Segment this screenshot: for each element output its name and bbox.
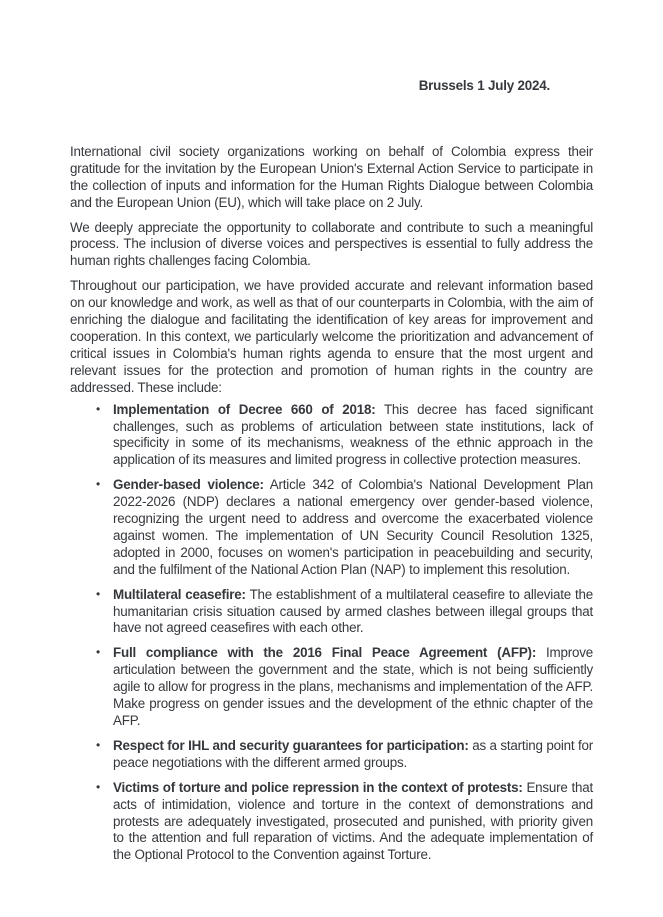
bullet-icon: • — [96, 477, 101, 492]
list-item — [70, 780, 593, 865]
bullet-text: Ensure that acts of intimidation, violence and torture in the context of demonstrations and protests are adequately investigated, prosecuted and punished, with priority given to the attention and full reparation of victims. And the adequate implementation of the Optional Protocol to the Convention against Torture. — [113, 779, 593, 863]
bullet-icon: • — [96, 737, 101, 752]
list-item — [70, 738, 593, 772]
list-item — [70, 477, 593, 578]
bullet-text: This decree has faced significant challenges, such as problems of articulation between state institutions, lack of specificity in some of its mechanisms, weakness of the ethnic approach in the application of its measures and limited progress in collective protection measures. — [113, 401, 594, 468]
bullet-list — [70, 402, 593, 865]
bullet-title: Gender-based violence: — [113, 477, 264, 493]
list-item — [70, 587, 593, 638]
bullet-text: The establishment of a multilateral ceasefire to alleviate the humanitarian crisis situation caused by armed clashes between illegal groups that have not agreed ceasefires with each other. — [113, 586, 593, 636]
bullet-text: Article 342 of Colombia's National Development Plan 2022-2026 (NDP) declares a national emergency over gender-based violence, recognizing the urgent need to address and overcome the exacerbated violence against women. The implementation of UN Security Council Resolution 1325, adopted in 2000, focuses on women's participation in peacebuilding and security, and the fulfilment of the National Action Plan (NAP) to implement this resolution. — [113, 477, 593, 577]
list-item — [70, 402, 593, 470]
bullet-title: Multilateral ceasefire: — [113, 586, 246, 602]
paragraph-appreciation: We deeply appreciate the opportunity to collaborate and contribute to such a meaningful process. The inclusion of diverse voices and perspectives is essential to fully address the human rights challenges facing Colombia. — [70, 219, 593, 269]
date-line: Brussels 1 July 2024. — [418, 78, 550, 93]
bullet-title: Respect for IHL and security guarantees for participation: — [113, 737, 469, 753]
bullet-icon: • — [96, 401, 101, 416]
paragraph-intro: International civil society organizations working on behalf of Colombia express their gratitude for the invitation by the European Union's External Action Service to participate in the collection of inputs and information for the Human Rights Dialogue between Colombia and the European Union (EU), which will take place on 2 July. — [70, 143, 593, 210]
bullet-title: Full compliance with the 2016 Final Peace Agreement (AFP): — [113, 645, 537, 661]
bullet-icon: • — [96, 645, 101, 660]
bullet-text: as a starting point for peace negotiations with the different armed groups. — [113, 737, 593, 770]
bullet-icon: • — [96, 586, 101, 601]
bullet-icon: • — [96, 779, 101, 794]
paragraph-context: Throughout our participation, we have provided accurate and relevant information based on our knowledge and work, as well as that of our counterparts in Colombia, with the aim of enriching the dialogue and facilitating the identification of key areas for improvement and cooperation. In this context, we particularly welcome the prioritization and advancement of critical issues in Colombia's human rights agenda to ensure that the most urgent and relevant issues for the protection and promotion of human rights in the country are addressed. These include: — [70, 278, 593, 395]
bullet-title: Victims of torture and police repression in the context of protests: — [113, 779, 523, 795]
bullet-text: Improve articulation between the government and the state, which is not being sufficiently agile to allow for progress in the plans, mechanisms and implementation of the AFP. Make progress on gender issues and the development of the ethnic chapter of the AFP. — [113, 645, 593, 728]
list-item — [70, 645, 593, 730]
bullet-title: Implementation of Decree 660 of 2018: — [113, 401, 376, 417]
